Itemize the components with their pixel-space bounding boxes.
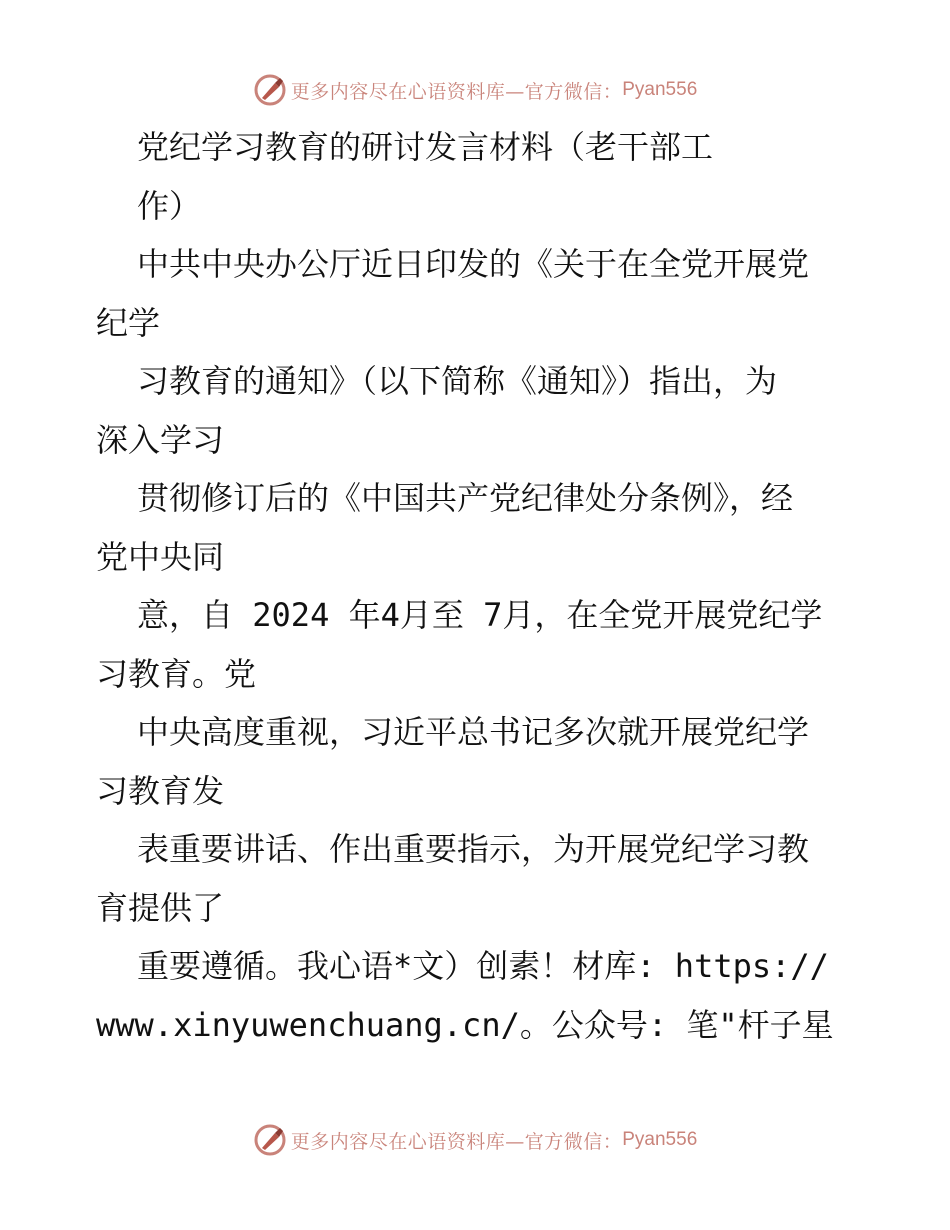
document-body — [96, 118, 866, 1054]
text-line: 中央高度重视，习近平总书记多次就开展党纪学 — [137, 713, 810, 751]
text-line: 贯彻修订后的《中国共产党纪律处分条例》，经 — [137, 479, 794, 517]
pen-nib-circle-icon — [253, 1123, 287, 1157]
header-banner-id: Pyan556 — [622, 79, 698, 100]
text-line: 深入学习 — [96, 420, 225, 459]
text-line: 表重要讲话、作出重要指示，为开展党纪学习教 — [137, 830, 810, 868]
text-line: 纪学 — [96, 303, 161, 342]
text-line: 党纪学习教育的研讨发言材料（老干部工 — [137, 128, 714, 166]
text-line: 作） — [137, 186, 202, 225]
header-banner-text: 更多内容尽在心语资料库—官方微信： — [290, 80, 623, 103]
header-banner — [0, 70, 950, 110]
text-line: 中共中央办公厅近日印发的《关于在全党开展党 — [137, 245, 810, 283]
text-line: www.xinyuwenchuang.cn/。公众号: 笔"杆子星 — [96, 1005, 834, 1044]
text-line: 重要遵循。我心语*文）创素！材库: https:// — [137, 947, 829, 985]
footer-banner-id: Pyan556 — [622, 1129, 698, 1150]
text-line: 习教育的通知》（以下简称《通知》）指出，为 — [137, 362, 778, 400]
pen-nib-circle-icon — [253, 73, 287, 107]
footer-banner-text: 更多内容尽在心语资料库—官方微信： — [290, 1130, 623, 1153]
text-line: 习教育发 — [96, 771, 225, 810]
text-line: 育提供了 — [96, 888, 225, 927]
footer-banner — [0, 1120, 950, 1160]
text-line: 意，自 2024 年4月至 7月，在全党开展党纪学 — [137, 596, 823, 634]
text-line: 习教育。党 — [96, 654, 257, 693]
text-line: 党中央同 — [96, 537, 225, 576]
